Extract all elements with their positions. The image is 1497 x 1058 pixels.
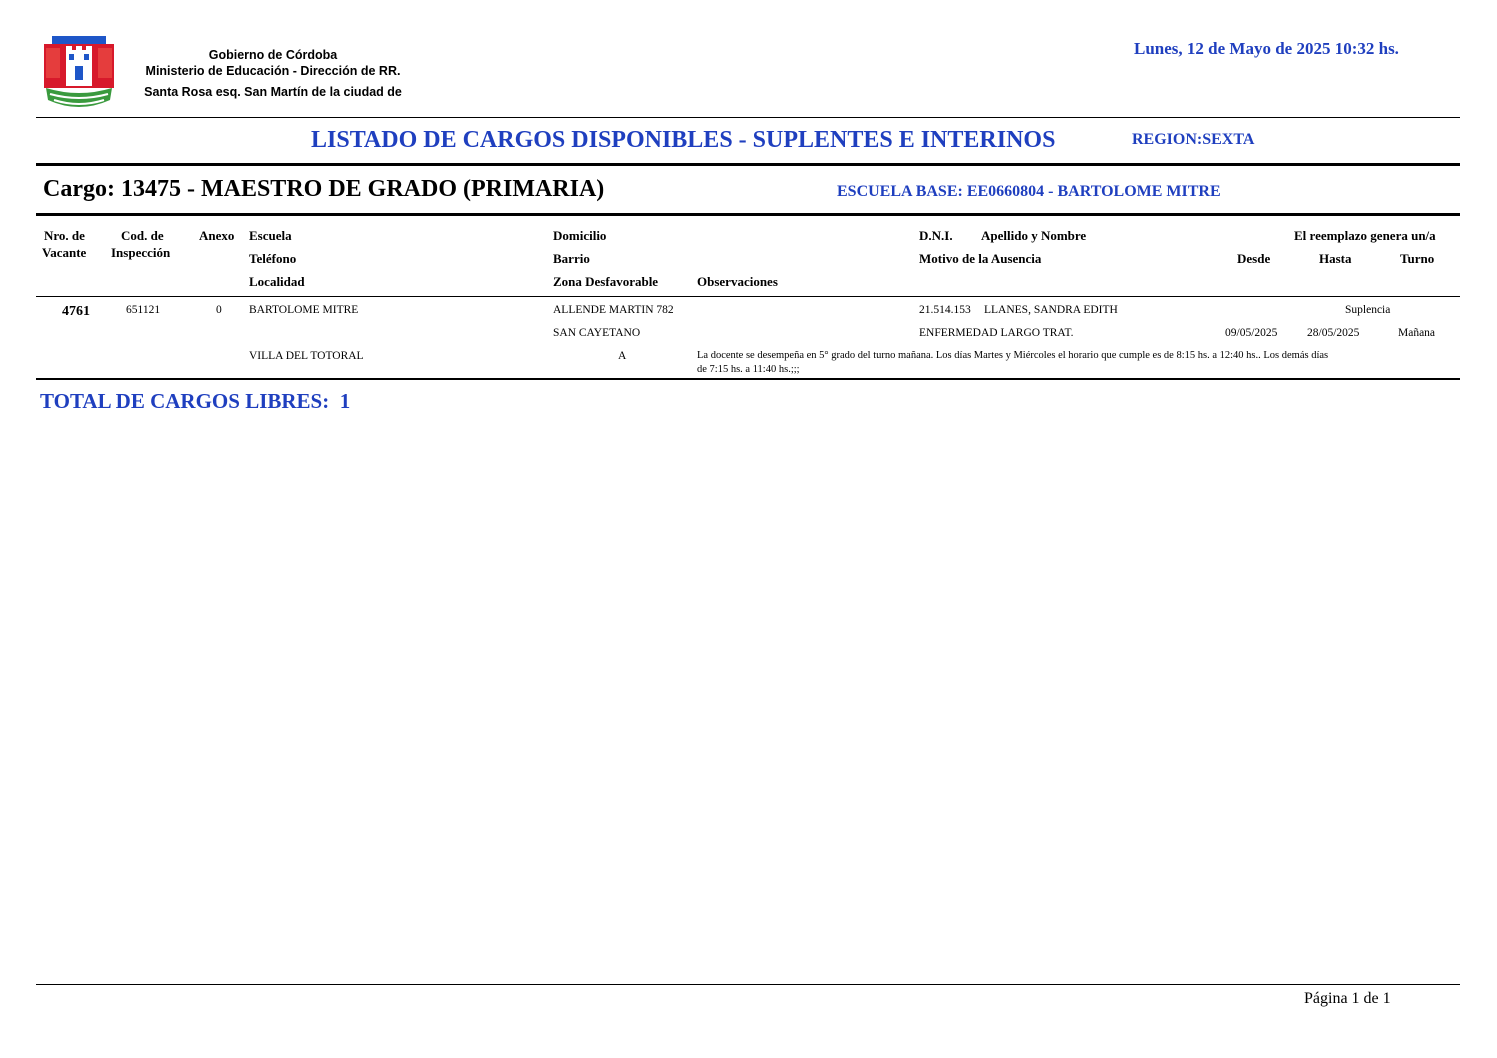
escuela-base: ESCUELA BASE: EE0660804 - BARTOLOME MITRE (837, 183, 1221, 200)
cordoba-coat-of-arms-icon (40, 36, 118, 114)
row-dni: 21.514.153 (919, 304, 971, 316)
col-cod-2: Inspección (111, 245, 171, 260)
row-cod-inspeccion: 651121 (126, 304, 161, 316)
org-line-3: Santa Rosa esq. San Martín de la ciudad de (144, 85, 402, 99)
row-barrio: SAN CAYETANO (553, 327, 641, 339)
col-motivo: Motivo de la Ausencia (919, 251, 1042, 266)
col-anexo: Anexo (199, 228, 235, 243)
col-reemplazo: El reemplazo genera un/a (1294, 228, 1436, 243)
header-row-divider (36, 296, 1460, 297)
row-divider (36, 378, 1460, 380)
col-nro-2: Vacante (42, 245, 87, 260)
cargo-title: Cargo: 13475 - MAESTRO DE GRADO (PRIMARIA) (43, 176, 605, 202)
row-zona: A (618, 350, 627, 362)
row-motivo: ENFERMEDAD LARGO TRAT. (919, 327, 1074, 339)
col-cod-1: Cod. de (121, 228, 164, 243)
row-observaciones-1: La docente se desempeña en 5° grado del turno mañana. Los días Martes y Miércoles el horario que cumple es de 8:15 hs. a 12:40 hs.. Los demás días (697, 350, 1329, 361)
row-reemplazo: Suplencia (1345, 304, 1391, 316)
title-divider (36, 163, 1460, 166)
row-observaciones-2: de 7:15 hs. a 11:40 hs.;;; (697, 364, 800, 375)
col-desde: Desde (1237, 251, 1271, 266)
report-date: Lunes, 12 de Mayo de 2025 10:32 hs. (1134, 39, 1399, 58)
header-divider (36, 117, 1460, 118)
col-telefono: Teléfono (249, 251, 297, 266)
cargo-divider (36, 213, 1460, 216)
row-turno: Mañana (1398, 327, 1436, 339)
page-number: Página 1 de 1 (1304, 990, 1391, 1007)
report-title: LISTADO DE CARGOS DISPONIBLES - SUPLENTES E INTERINOS (311, 127, 1056, 153)
org-line-2: Ministerio de Educación - Dirección de RR. (145, 64, 401, 78)
col-turno: Turno (1400, 251, 1435, 266)
col-observaciones: Observaciones (697, 274, 778, 289)
col-domicilio: Domicilio (553, 228, 607, 243)
row-localidad: VILLA DEL TOTORAL (249, 350, 364, 362)
col-hasta: Hasta (1319, 251, 1352, 266)
footer-divider (36, 984, 1460, 985)
col-apellido: Apellido y Nombre (981, 228, 1087, 243)
col-localidad: Localidad (249, 274, 305, 289)
total-cargos: TOTAL DE CARGOS LIBRES: 1 (40, 389, 351, 413)
col-escuela: Escuela (249, 228, 292, 243)
col-nro-1: Nro. de (44, 228, 85, 243)
row-nro-vacante: 4761 (62, 304, 90, 319)
col-zona: Zona Desfavorable (553, 274, 659, 289)
row-nombre: LLANES, SANDRA EDITH (984, 304, 1118, 316)
col-dni: D.N.I. (919, 228, 953, 243)
row-anexo: 0 (216, 304, 222, 316)
row-desde: 09/05/2025 (1225, 327, 1278, 339)
org-line-1: Gobierno de Córdoba (208, 48, 338, 62)
row-domicilio: ALLENDE MARTIN 782 (553, 304, 674, 316)
col-barrio: Barrio (553, 251, 590, 266)
row-escuela: BARTOLOME MITRE (249, 304, 359, 316)
row-hasta: 28/05/2025 (1307, 327, 1360, 339)
region-label: REGION:SEXTA (1132, 131, 1255, 148)
